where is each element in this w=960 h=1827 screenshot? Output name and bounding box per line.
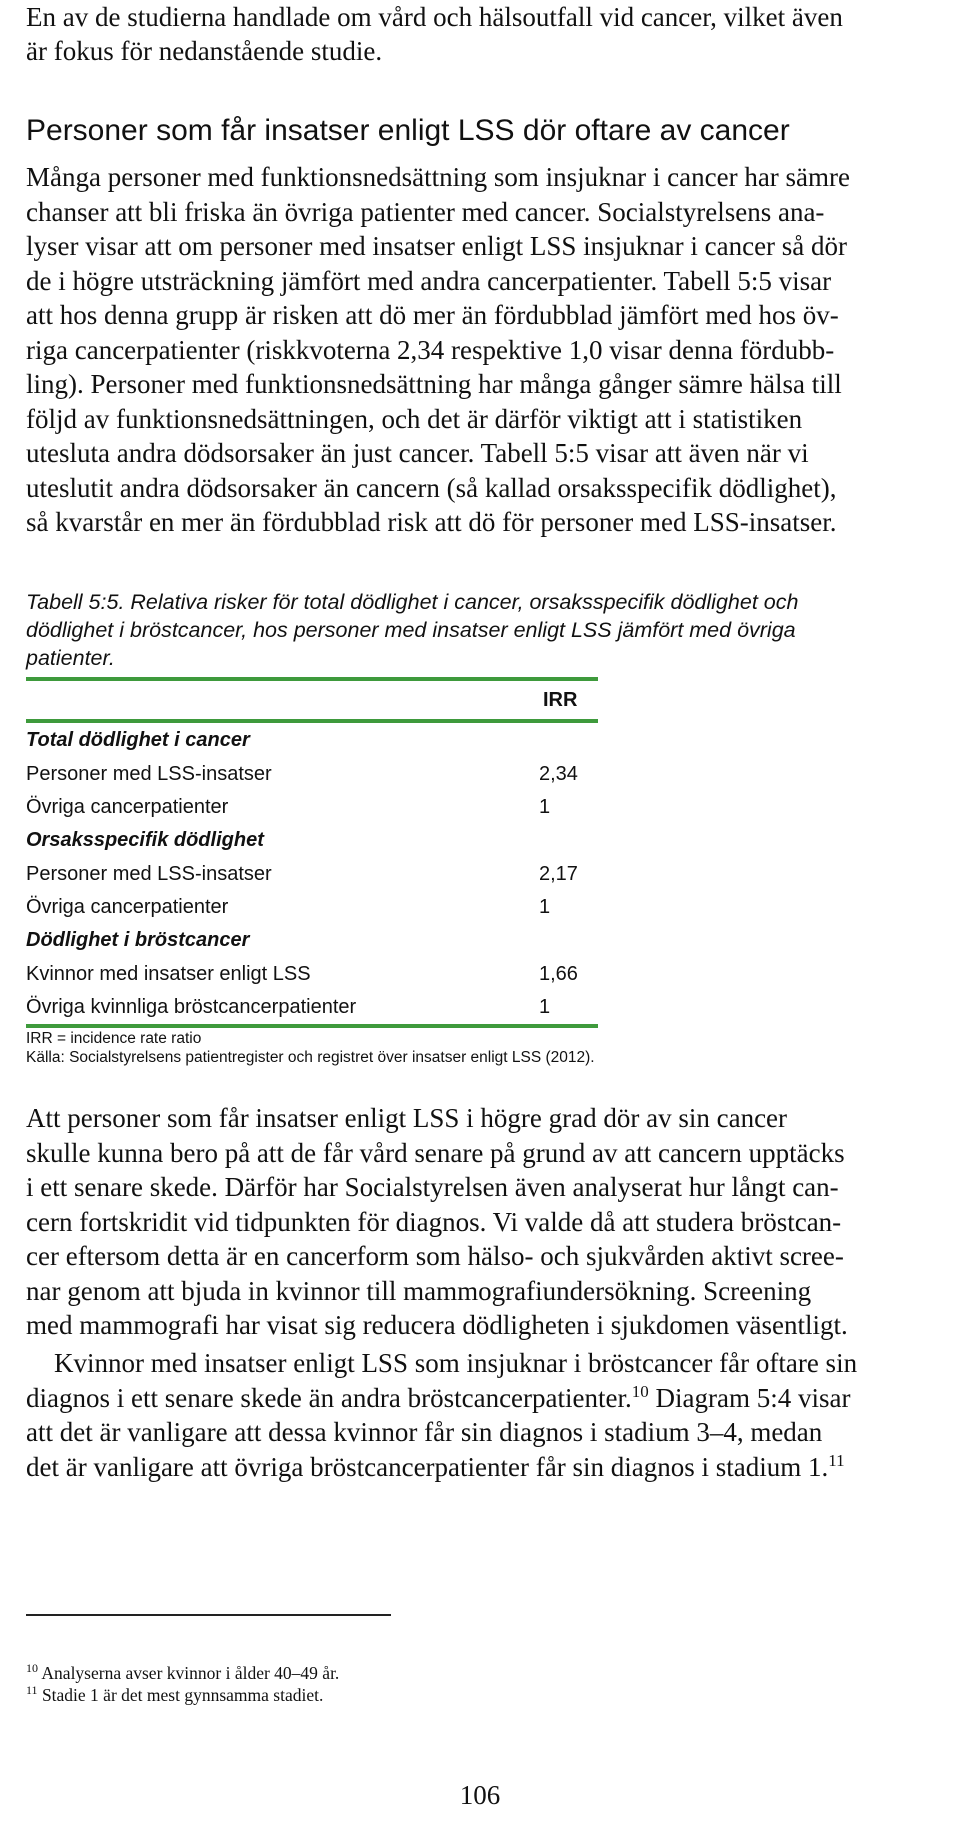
row-value: 2,17 [539,863,578,885]
footnote-separator [26,1614,391,1616]
row-label: Kvinnor med insatser enligt LSS [26,963,311,985]
caption-line: dödlighet i bröstcancer, hos personer med insatser enligt LSS jämfört med övriga [26,618,796,642]
row-value: 1 [539,896,551,918]
table-notes [26,1029,936,1067]
text-line: riga cancerpatienter (riskkvoterna 2,34 respektive 1,0 visar denna fördubb- [26,334,835,365]
text-span: Diagram 5:4 visar [648,1382,851,1413]
text-line: i ett senare skede. Därför har Socialstyrelsen även analyserat hur långt can- [26,1172,839,1202]
row-label: Orsaksspecifik dödlighet [26,829,264,851]
row-label: Total dödlighet i cancer [26,729,250,751]
text-span: diagnos i ett senare skede än andra bröstcancerpatienter. [26,1382,632,1413]
footnote-text: Stadie 1 är det mest gynnsamma stadiet. [37,1685,324,1705]
text-line: så kvarstår en mer än fördubblad risk att dö för personer med LSS-insatser. [26,507,837,537]
text-line: cer eftersom detta är en cancerform som hälso- och sjukvården aktivt scree- [26,1241,844,1271]
text-line [26,1381,936,1416]
row-label: Dödlighet i bröstcancer [26,929,250,951]
text-line: chanser att bli friska än övriga patienter med cancer. Socialstyrelsens ana- [26,196,825,227]
intro-paragraph [26,0,936,68]
table-source: Källa: Socialstyrelsens patientregister och registret över insatser enligt LSS (2012). [26,1049,595,1066]
footnotes [26,1662,936,1706]
document-page [26,0,936,1827]
table-note: IRR = incidence rate ratio [26,1030,202,1047]
text-line: lyser visar att om personer med insatser enligt LSS insjuknar i cancer så dör [26,231,848,261]
text-line: Många personer med funktionsnedsättning som insjuknar i cancer har sämre [26,162,851,192]
row-value: 2,34 [539,763,578,785]
footnote [26,1662,936,1684]
row-label: Övriga cancerpatienter [26,796,229,818]
row-label: Personer med LSS-insatser [26,763,272,785]
row-value: 1,66 [539,963,578,985]
text-line: cern fortskridit vid tidpunkten för diagnos. Vi valde då att studera bröstcan- [26,1206,842,1237]
text-line: nar genom att bjuda in kvinnor till mammografiundersökning. Screening [26,1275,812,1306]
page-number: 106 [459,1780,501,1810]
text-line: med mammografi har visat sig reducera dödligheten i sjukdomen väsentligt. [26,1310,848,1340]
text-line: följd av funktionsnedsättningen, och det är därför viktigt att i statistiken [26,403,803,434]
text-line: de i högre utsträckning jämfört med andra cancerpatienter. Tabell 5:5 visar [26,265,832,296]
column-header-irr: IRR [543,689,578,711]
text-line: Kvinnor med insatser enligt LSS som insjuknar i bröstcancer får oftare sin [54,1348,858,1378]
table-bottom-rule [26,1024,598,1028]
footnote-ref: 10 [631,1381,649,1401]
intro-line: är fokus för nedanstående studie. [26,36,383,66]
body-paragraph [26,1101,936,1343]
footnote [26,1684,936,1706]
text-line: Att personer som får insatser enligt LSS i högre grad dör av sin cancer [26,1103,788,1133]
table-top-rule [26,677,598,681]
body-paragraph [26,1346,936,1484]
section-heading: Personer som får insatser enligt LSS dör oftare av cancer [26,114,790,147]
footnote-text: Analyserna avser kvinnor i ålder 40–49 år. [38,1663,340,1683]
body-paragraph [26,160,936,540]
row-label: Personer med LSS-insatser [26,863,272,885]
caption-line: patienter. [26,646,115,670]
text-line: att det är vanligare att dessa kvinnor får sin diagnos i stadium 3–4, medan [26,1417,823,1447]
caption-line: Tabell 5:5. Relativa risker för total dödlighet i cancer, orsaksspecifik dödlighet och [26,590,799,614]
row-label: Övriga cancerpatienter [26,896,229,918]
row-value: 1 [539,796,551,818]
text-line [26,1450,936,1485]
text-line: utesluta andra dödsorsaker än just cancer. Tabell 5:5 visar att även när vi [26,438,809,468]
table-header-rule [26,719,598,723]
footnote-number: 10 [26,1661,38,1675]
text-line: uteslutit andra dödsorsaker än cancern (så kallad orsaksspecifik dödlighet), [26,472,837,503]
footnote-ref: 11 [828,1450,845,1470]
row-value: 1 [539,996,551,1018]
text-line: att hos denna grupp är risken att dö mer än fördubblad jämfört med hos öv- [26,300,839,330]
intro-line: En av de studierna handlade om vård och hälsoutfall vid cancer, vilket även [26,2,843,32]
text-line: ling). Personer med funktionsnedsättning har många gånger sämre hälsa till [26,369,842,399]
footnote-number: 11 [26,1683,38,1697]
row-label: Övriga kvinnliga bröstcancerpatienter [26,996,357,1018]
text-span: det är vanligare att övriga bröstcancerpatienter får sin diagnos i stadium 1. [26,1451,829,1482]
table-caption [26,588,936,672]
text-line: skulle kunna bero på att de får vård senare på grund av att cancern upptäcks [26,1137,845,1168]
